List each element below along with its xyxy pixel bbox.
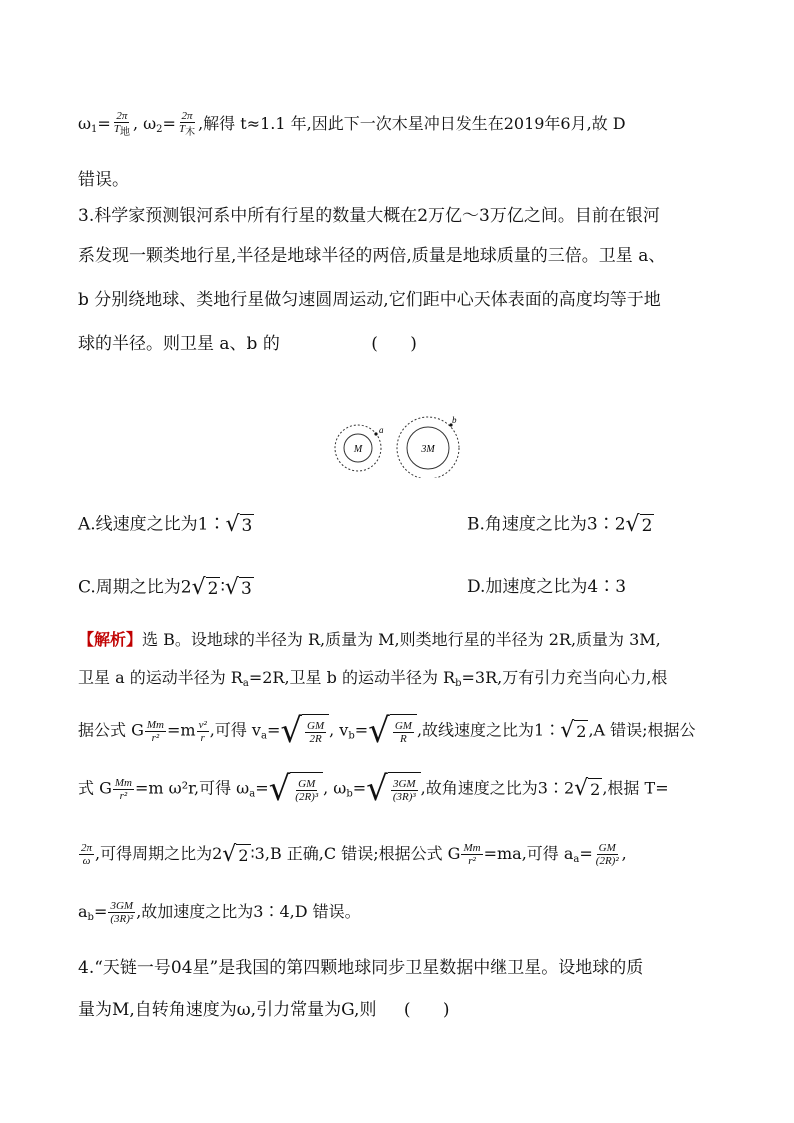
analysis-tag: 【解析】 [78,630,143,649]
q3-line-2: 系发现一颗类地行星,半径是地球半径的两倍,质量是地球质量的三倍。卫星 a、 [78,246,666,266]
q4-line-1: 4.“天链一号04星”是我国的第四颗地球同步卫星数据中继卫星。设地球的质 [78,958,644,978]
analysis-line-5: $\frac{2\pi}{\omega}$ ,可得周期之比为2 √ 2 ∶3,B 正确,C 错误;根据公式 G $\frac{Mm}{\text{r²}}$ =ma,可得 $a_a=$ $\frac{GM}{\text{(2R)²}}$ , [81,841,627,867]
fraction: $\frac{GM}{\text{(2R)²}}$ [595,842,619,867]
fraction: $\frac{\text{v²}}{r}$ [198,718,207,744]
analysis-line-2: 卫星 a 的运动半径为 $R_a=2R$,卫星 b 的运动半径为 $R_b=3R$,万有引力充当向心力,根 [78,668,668,689]
fraction: $\frac{2\pi}{\text{T木}}$ [178,110,196,138]
analysis-line-6: $a_b=$ $\frac{3GM}{\text{(3R)²}}$ ,故加速度之比为3∶4,D 错误。 [78,900,361,925]
sqrt: √ 3 [225,512,253,537]
fraction: $\frac{3GM}{\text{(3R)²}}$ [110,900,134,925]
fraction: $\frac{Mm}{\text{r²}}$ [114,776,132,802]
sqrt: √ 2 [625,512,653,537]
sqrt: √ 2 [191,575,219,600]
q3-stem-end: 球的半径。则卫星 a、b 的 [78,334,280,354]
option-C[interactable]: C.周期之比为2 √ 2 ∶ √ 3 [78,575,252,600]
option-B[interactable]: B.角速度之比为3∶2 √ 2 [467,512,653,537]
sqrt: √ 2 [222,841,249,867]
sqrt: √ $\frac{GM}{\text{(2R)³}}$ [269,772,324,806]
analysis-line-1: 【解析】选 B。设地球的半径为 R,质量为 M,则类地行星的半径为 2R,质量为 3M, [78,630,661,649]
fraction: $\frac{Mm}{\text{r²}}$ [463,842,481,867]
sqrt: √ 3 [224,575,252,600]
analysis-line-3: 据公式 G $\frac{Mm}{\text{r²}}$ =m $\frac{\text{v²}}{r}$ ,可得 $v_a=$ √ $\frac{GM}{2R}$ , $v_b=$ √ $\frac{GM}{R}$ ,故线速度之比为1∶ √ 2 ,A 错误;根据公 [78,711,696,751]
analysis-line-4: 式 G $\frac{Mm}{\text{r²}}$ =m ω²r,可得 $\omega_a=$ √ $\frac{GM}{\text{(2R)³}}$ , $\omega_b=$ √ $\frac{3GM}{\text{(3R)³}}$ ,故角速度之比为3∶2 √ 2 ,根据 T= [78,769,669,809]
label-M: M [353,444,363,455]
option-D[interactable]: D.加速度之比为4∶3 [467,577,627,597]
q4-stem-end: 量为M,自转角速度为ω,引力常量为G,则 [78,1000,377,1020]
fraction: $\frac{2\pi}{\text{T地}}$ [113,110,130,138]
fraction: $\frac{GM}{R}$ [394,719,412,745]
fraction: $\frac{GM}{2R}$ [307,719,325,745]
answer-paren: ( ) [371,334,417,354]
answer-paren: ( ) [403,1000,450,1020]
fraction: $\frac{Mm}{\text{r²}}$ [146,718,164,744]
fraction: $\frac{3GM}{\text{(3R)³}}$ [392,777,416,803]
label-a: a [379,425,384,435]
label-3M: 3M [421,444,435,455]
sqrt: √ $\frac{3GM}{\text{(3R)³}}$ [366,772,421,806]
sqrt: √ $\frac{GM}{2R}$ [280,714,329,748]
top-formula-line: $\omega_1=$ $\frac{2\pi}{\text{T地}}$ , $\omega_2=$ $\frac{2\pi}{\text{T木}}$ ,解得 t≈1.1 年,因此下一次木星冲日发生在2019年6月,故 D [78,110,626,138]
orbit-figure [330,412,470,478]
fraction: $\frac{2\pi}{\omega}$ [81,842,93,867]
sqrt: √ 2 [574,776,601,801]
satellite-a [374,432,377,435]
label-b: b [452,415,457,425]
q3-line-4 [78,334,417,354]
option-A[interactable]: A.线速度之比为1∶ √ 3 [78,512,253,537]
fraction: $\frac{GM}{\text{(2R)³}}$ [295,777,319,803]
top-line-2: 错误。 [78,170,129,190]
sqrt: √ 2 [560,718,587,743]
q4-line-2 [78,1000,450,1020]
q3-line-1: 3.科学家预测银河系中所有行星的数量大概在2万亿～3万亿之间。目前在银河 [78,206,660,226]
sqrt: √ $\frac{GM}{R}$ [368,714,417,748]
q3-line-3: b 分别绕地球、类地行星做匀速圆周运动,它们距中心天体表面的高度均等于地 [78,290,661,310]
